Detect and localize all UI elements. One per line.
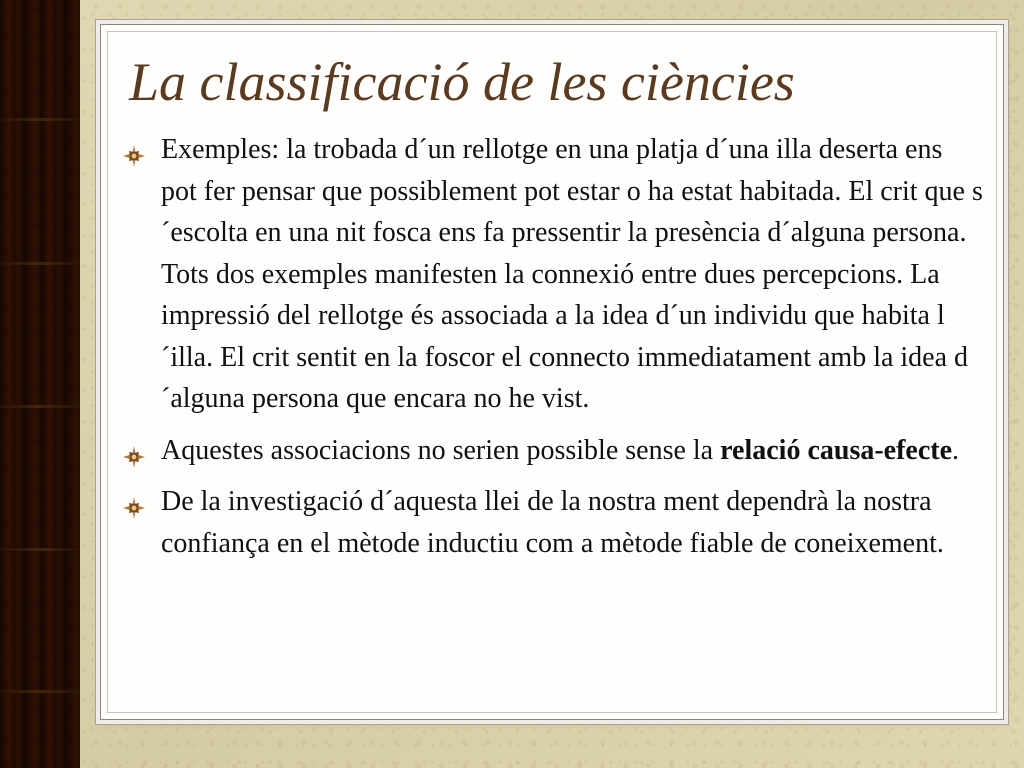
bullet-item-investigation <box>123 481 985 564</box>
bullet-text-before: Aquestes associacions no serien possible sense la <box>161 434 721 466</box>
star-burst-icon <box>123 439 145 461</box>
slide-title: La classificació de les ciències <box>129 52 795 112</box>
bullet-item-associations <box>123 430 985 472</box>
slide-content-panel <box>100 24 1004 720</box>
bullet-text: De la investigació d´aquesta llei de la nostra ment dependrà la nostra confiança en el mètode inductiu com a mètode fiable de coneixement. <box>161 486 944 559</box>
star-burst-icon <box>123 138 145 160</box>
bullet-text-bold: relació causa-efecte <box>720 434 953 466</box>
star-burst-icon <box>123 490 145 512</box>
bullet-item-examples <box>123 129 985 420</box>
bullet-text: Exemples: la trobada d´un rellotge en una platja d´una illa deserta ens pot fer pensar que possiblement pot estar o ha estat habitada. El crit que s´escolta en una nit fosca ens fa pressentir la presència d´alguna persona. Tots dos exemples manifesten la connexió entre dues percepcions. La impressió del rellotge és associada a la idea d´un individu que habita l´illa. El crit sentit en la foscor el connecto immediatament amb la idea d´alguna persona que encara no he vist. <box>161 134 983 414</box>
bullet-list <box>123 129 985 574</box>
bullet-text-after: . <box>952 434 960 466</box>
decorative-wood-border <box>0 0 80 768</box>
